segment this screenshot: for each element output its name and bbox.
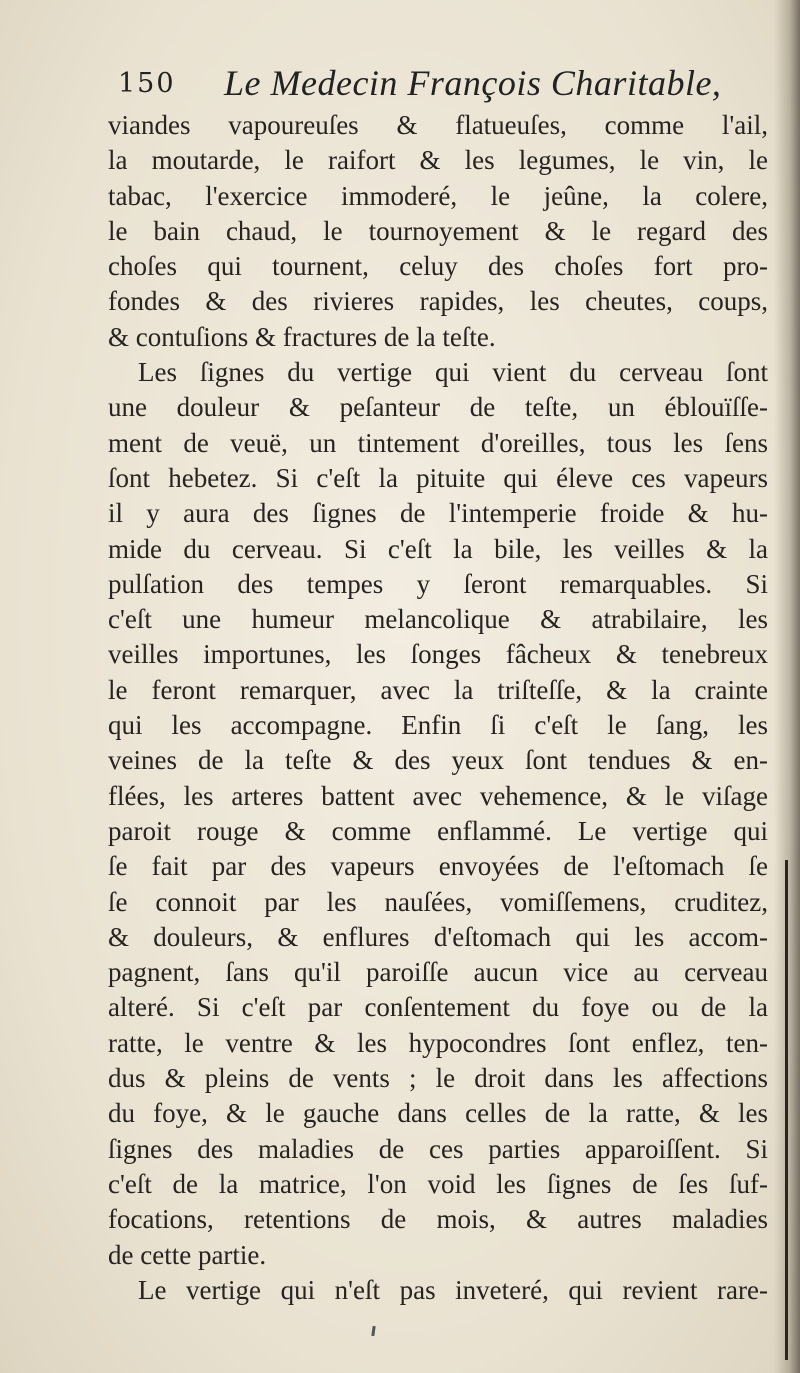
text-line: mide du cerveau. Si c'eſt la bile, les veilles & la — [108, 533, 768, 564]
text-line: & douleurs, & enflures d'eſtomach qui les accom- — [108, 921, 768, 952]
text-line: dus & pleins de vents ; le droit dans les affections — [108, 1063, 768, 1094]
text-line: il y aura des ſignes de l'intemperie froide & hu- — [108, 498, 768, 529]
text-line: le bain chaud, le tournoyement & le regard des — [108, 215, 768, 246]
text-line: choſes qui tournent, celuy des choſes fort pro- — [108, 251, 768, 282]
text-line: qui les accompagne. Enfin ſi c'eſt le ſang, les — [108, 710, 768, 741]
page-edge-rule — [785, 860, 788, 1360]
text-line: c'eſt de la matrice, l'on void les ſignes de ſes ſuf- — [108, 1168, 768, 1199]
text-line: alteré. Si c'eſt par conſentement du foye ou de la — [108, 992, 768, 1023]
text-line: tabac, l'exercice immoderé, le jeûne, la colere, — [108, 180, 768, 211]
text-line: ſont hebetez. Si c'eſt la pituite qui éleve ces vapeurs — [108, 462, 768, 493]
text-line: ſe fait par des vapeurs envoyées de l'eſtomach ſe — [108, 851, 768, 882]
text-line: pagnent, ſans qu'il paroiſſe aucun vice au cerveau — [108, 957, 768, 988]
body-text — [108, 108, 768, 1308]
text-line: & contuſions & fractures de la teſte. — [108, 321, 496, 352]
text-line: pulſation des tempes y ſeront remarquables. Si — [108, 568, 768, 599]
text-line: le feront remarquer, avec la triſteſſe, & la crainte — [108, 674, 768, 705]
text-line: de cette partie. — [108, 1239, 267, 1270]
text-line: du foye, & le gauche dans celles de la ratte, & les — [108, 1098, 768, 1129]
text-line: flées, les arteres battent avec vehemence, & le viſage — [108, 780, 768, 811]
text-line: focations, retentions de mois, & autres maladies — [108, 1204, 768, 1235]
ink-mark — [371, 1326, 375, 1336]
text-line: ſignes des maladies de ces parties apparoiſſent. Si — [108, 1133, 768, 1164]
text-line: paroit rouge & comme enflammé. Le vertige qui — [108, 815, 768, 846]
text-line: veines de la teſte & des yeux ſont tendues & en- — [108, 745, 768, 776]
text-line: Les ſignes du vertige qui vient du cerveau ſont — [138, 357, 768, 388]
text-line: c'eſt une humeur melancolique & atrabilaire, les — [108, 604, 768, 635]
text-line: Le vertige qui n'eſt pas inveteré, qui revient rare- — [138, 1274, 768, 1305]
page-number: 150 — [118, 68, 176, 99]
page-header — [118, 62, 758, 106]
text-line: veilles importunes, les ſonges fâcheux & tenebreux — [108, 639, 768, 670]
text-line: fondes & des rivieres rapides, les cheutes, coups, — [108, 286, 768, 317]
text-line: une douleur & peſanteur de teſte, un éblouïſſe- — [108, 392, 768, 423]
text-line: ratte, le ventre & les hypocondres ſont enflez, ten- — [108, 1027, 768, 1058]
text-line: la moutarde, le raifort & les legumes, le vin, le — [108, 145, 768, 176]
text-line: viandes vapoureuſes & flatueuſes, comme l'ail, — [108, 110, 768, 140]
running-title: Le Medecin François Charitable, — [224, 63, 722, 103]
text-line: ſe connoit par les nauſées, vomiſſemens, cruditez, — [108, 886, 768, 917]
text-line: ment de veuë, un tintement d'oreilles, tous les ſens — [108, 427, 768, 458]
